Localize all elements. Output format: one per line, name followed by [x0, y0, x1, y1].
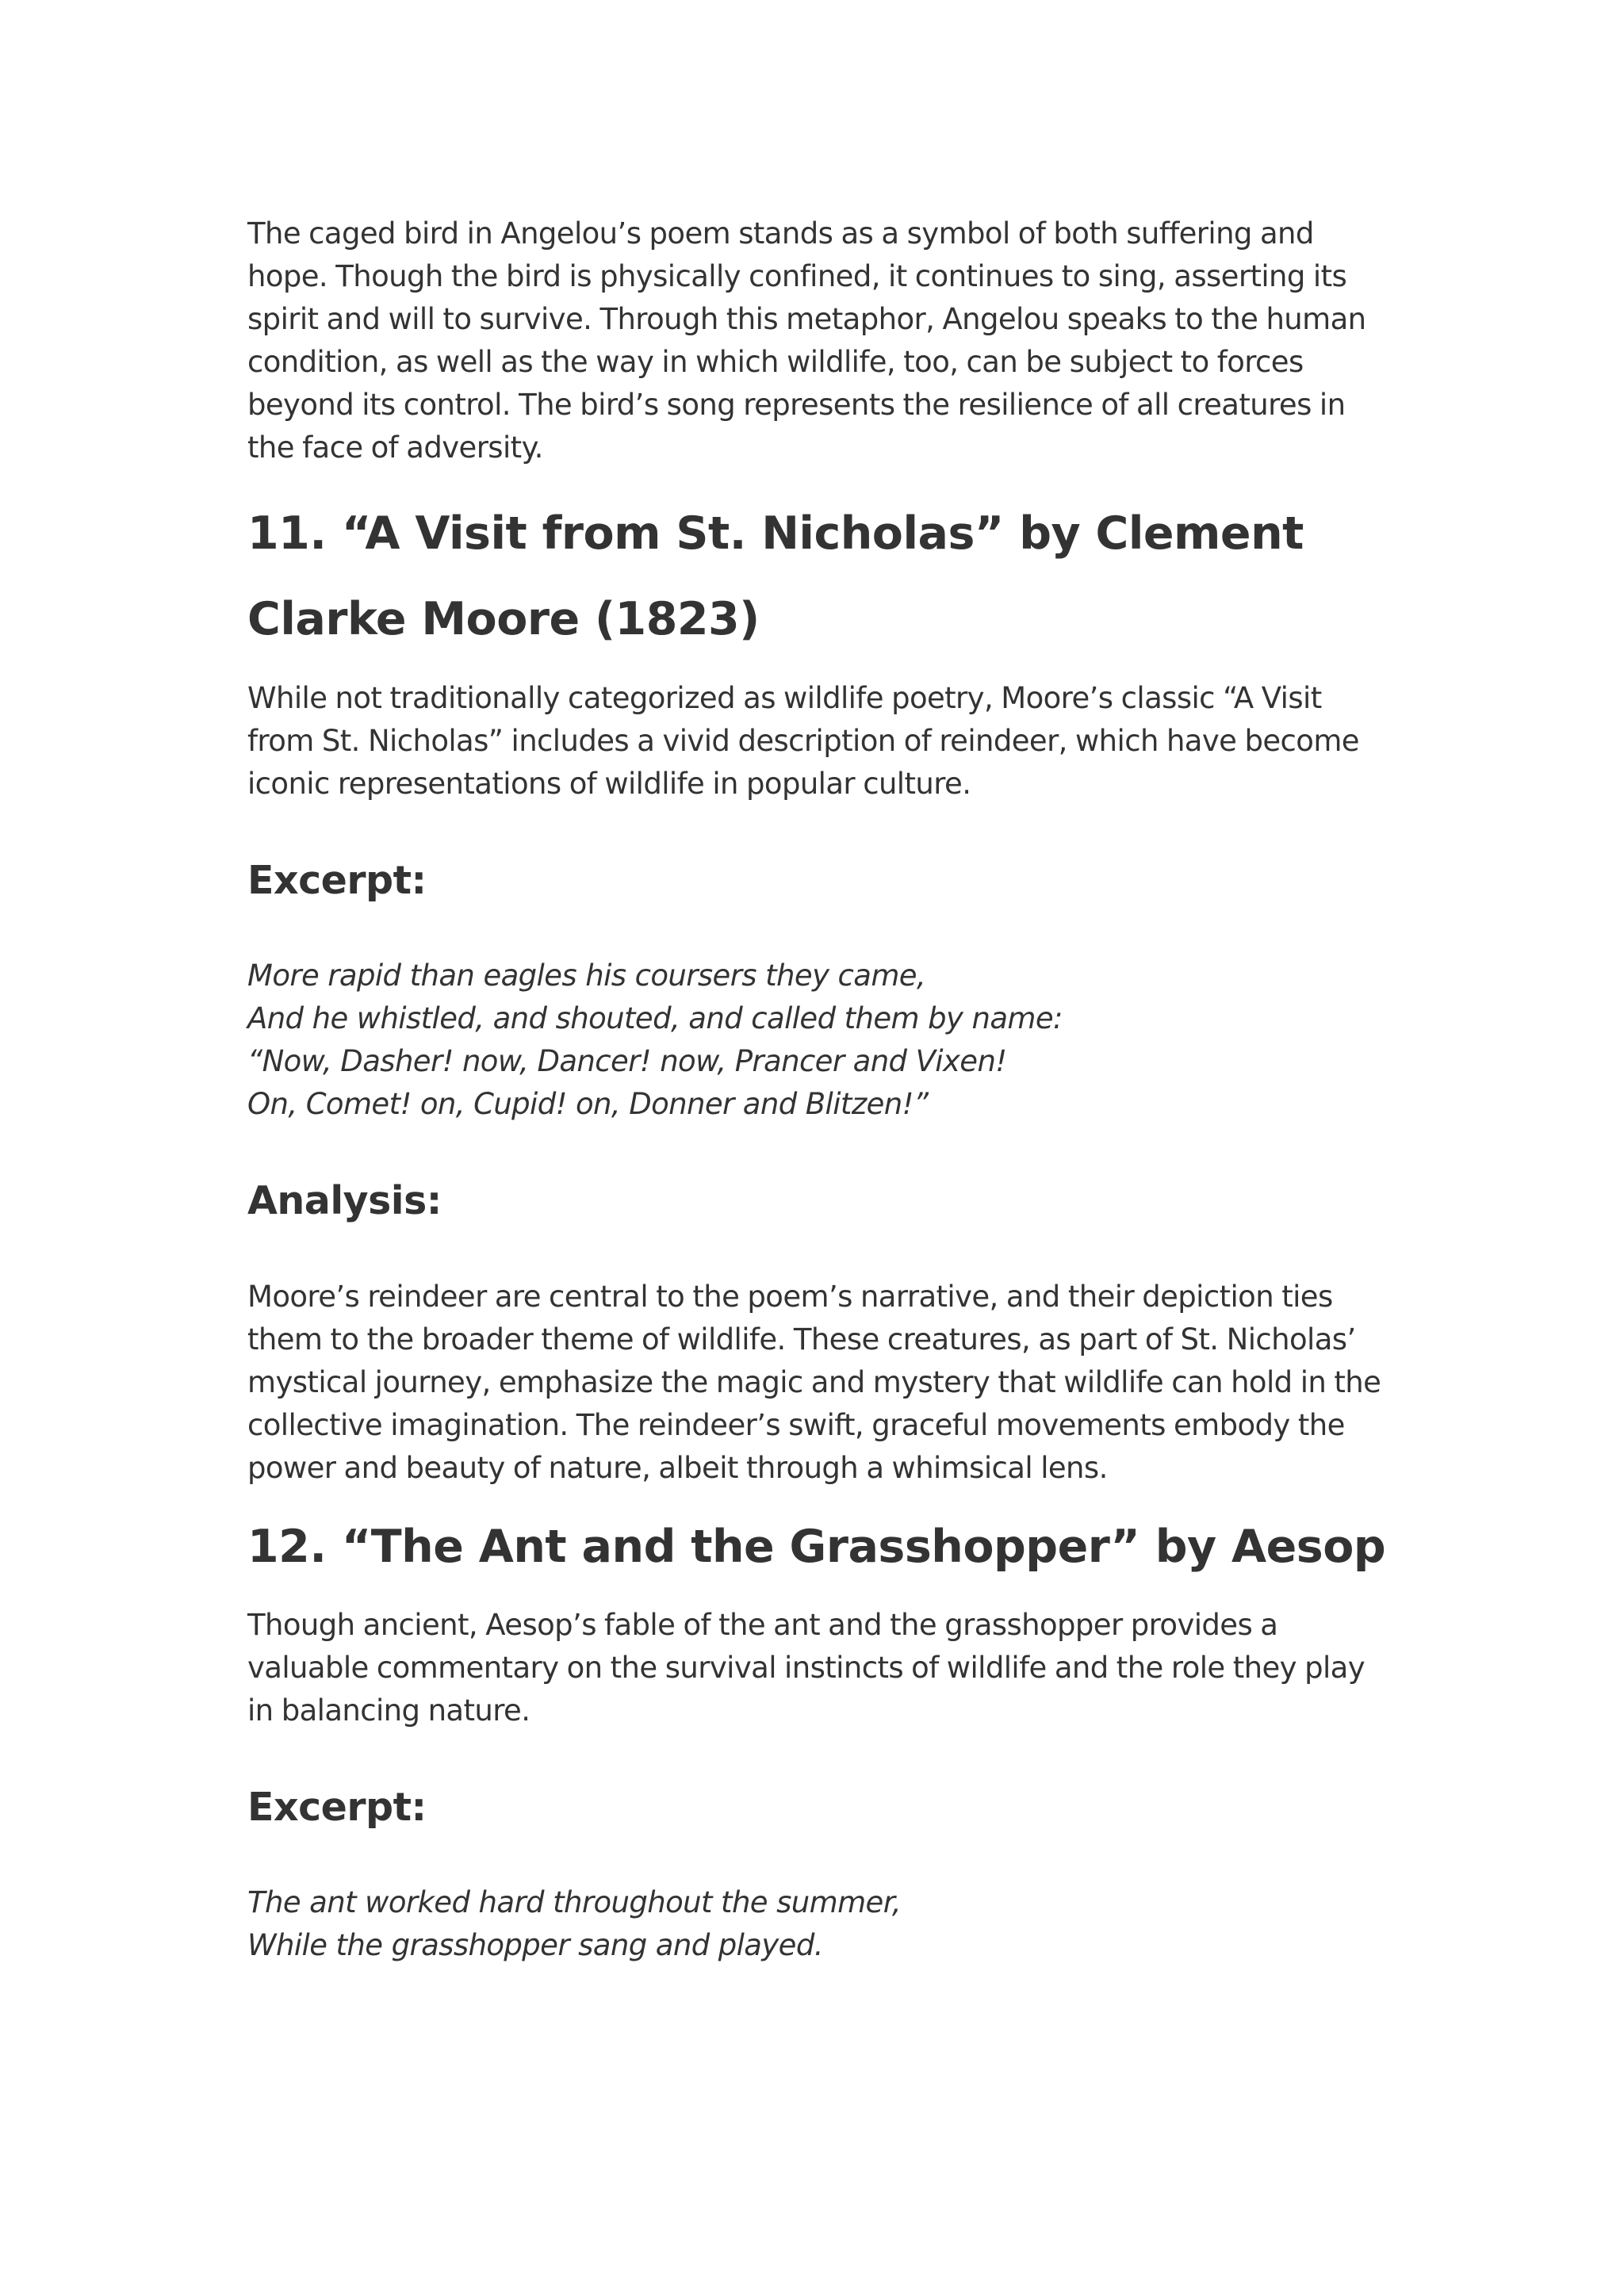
section-12-intro: Though ancient, Aesop’s fable of the ant and the grasshopper provides a valuable commentary on the survival instincts of wildlife and the role they play in balancing nature. [247, 1608, 1365, 1728]
section-11-excerpt-heading: Excerpt: [247, 858, 427, 903]
section-11-heading: 11. “A Visit from St. Nicholas” by Clement Clarke Moore (1823) [247, 507, 1304, 645]
excerpt-line: On, Comet! on, Cupid! on, Donner and Blitzen!” [247, 1087, 929, 1121]
section-11-analysis: Moore’s reindeer are central to the poem’s narrative, and their depiction ties them to the broader theme of wildlife. These creatures, as part of St. Nicholas’ mystical journey, emphasize the magic and mystery that wildlife can hold in the collective imagination. The reindeer’s swift, graceful movements embody the power and beauty of nature, albeit through a whimsical lens. [247, 1280, 1381, 1485]
section-11-excerpt [247, 955, 1389, 1126]
excerpt-line: And he whistled, and shouted, and called them by name: [247, 1001, 1063, 1035]
excerpt-line: While the grasshopper sang and played. [247, 1928, 823, 1962]
excerpt-line: The ant worked hard throughout the summer, [247, 1885, 902, 1919]
section-11-analysis-heading: Analysis: [247, 1178, 442, 1223]
section-12-heading: 12. “The Ant and the Grasshopper” by Aesop [247, 1521, 1386, 1573]
section-12-excerpt [247, 1881, 1389, 1967]
excerpt-line: “Now, Dasher! now, Dancer! now, Prancer and Vixen! [247, 1044, 1007, 1078]
section-12-excerpt-heading: Excerpt: [247, 1785, 427, 1830]
section-11-intro: While not traditionally categorized as wildlife poetry, Moore’s classic “A Visit from St. Nicholas” includes a vivid description of reindeer, which have become iconic representations of wildlife in popular culture. [247, 681, 1359, 801]
excerpt-line: More rapid than eagles his coursers they came, [247, 959, 926, 993]
document-page [247, 212, 1389, 1967]
intro-paragraph: The caged bird in Angelou’s poem stands as a symbol of both suffering and hope. Though the bird is physically confined, it continues to sing, asserting its spirit and will to survive. Through this metaphor, Angelou speaks to the human condition, as well as the way in which wildlife, too, can be subject to forces beyond its control. The bird’s song represents the resilience of all creatures in the face of adversity. [247, 216, 1366, 465]
